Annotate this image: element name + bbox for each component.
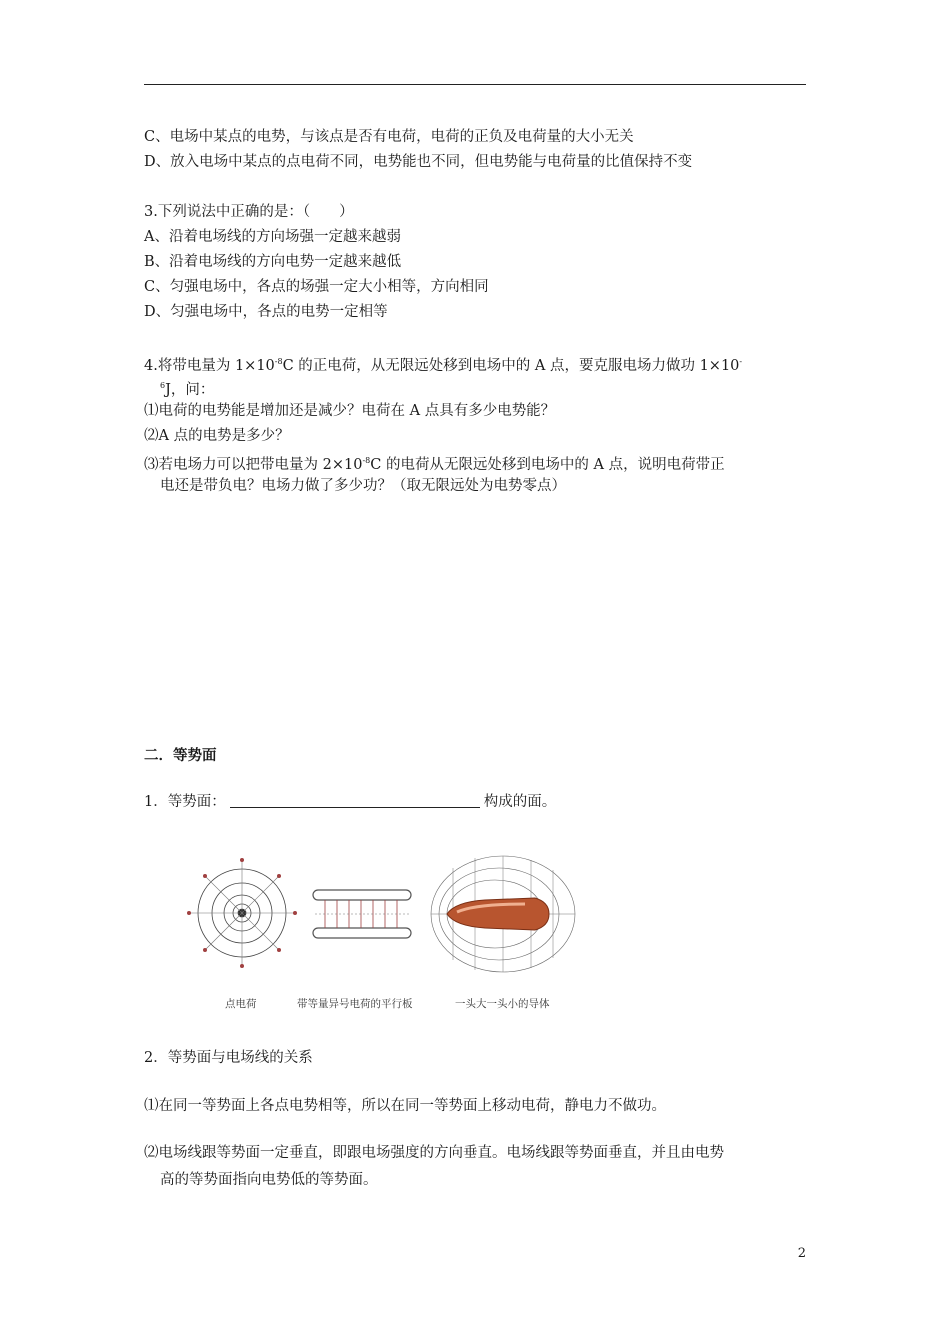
option-c: C、电场中某点的电势，与该点是否有电荷，电荷的正负及电荷量的大小无关 (144, 129, 634, 145)
q4-text-pre: 4.将带电量为 1×10 (144, 358, 275, 374)
fill-blank-question (144, 792, 556, 812)
relation-point-2-cont: 高的等势面指向电势低的等势面。 (160, 1172, 378, 1188)
q4-cont-exponent: 6 (160, 381, 166, 390)
q4-exponent-2: - (739, 357, 743, 366)
relation-heading: 2．等势面与电场线的关系 (144, 1050, 313, 1066)
q4-part-3 (144, 451, 725, 475)
equipotential-diagram (185, 846, 585, 1016)
question-4-cont (160, 376, 214, 400)
blank-post: 构成的面。 (483, 794, 557, 810)
q4-part-2: ⑵A 点的电势是多少？ (144, 428, 290, 444)
header-rule (144, 84, 806, 85)
q4-3-post: C 的电荷从无限远处移到电场中的 A 点，说明电荷带正 (370, 457, 725, 473)
q4-3-pre: ⑶若电场力可以把带电量为 2×10 (144, 457, 363, 473)
q4-3-exponent: -8 (362, 456, 371, 465)
q3-option-c: C、匀强电场中，各点的场强一定大小相等，方向相同 (144, 279, 489, 295)
question-4 (144, 352, 742, 376)
caption-parallel-plates: 带等量异号电荷的平行板 (297, 998, 413, 1010)
q4-part-1: ⑴电荷的电势能是增加还是减少？电荷在 A 点具有多少电势能？ (144, 403, 556, 419)
q3-option-a: A、沿着电场线的方向场强一定越来越弱 (144, 229, 401, 245)
q3-option-d: D、匀强电场中，各点的电势一定相等 (144, 304, 388, 320)
q4-exponent-1: -8 (274, 357, 283, 366)
caption-conductor: 一头大一头小的导体 (455, 998, 550, 1010)
option-d: D、放入电场中某点的点电荷不同，电势能也不同，但电势能与电荷量的比值保持不变 (144, 154, 693, 170)
q4-part-3-cont: 电还是带负电？电场力做了多少功？（取无限远处为电势零点） (160, 478, 566, 494)
page-number: 2 (797, 1246, 806, 1261)
question-3: 3.下列说法中正确的是：（ ） (144, 204, 354, 220)
q4-cont-text: J，问： (165, 382, 215, 398)
parallel-plates-diagram (313, 890, 411, 938)
caption-point-charge: 点电荷 (225, 998, 257, 1010)
relation-point-1: ⑴在同一等势面上各点电势相等，所以在同一等势面上移动电荷，静电力不做功。 (144, 1098, 666, 1114)
blank-pre: 1．等势面： (144, 794, 226, 810)
point-charge-diagram (187, 858, 297, 968)
q4-text-mid: C 的正电荷，从无限远处移到电场中的 A 点，要克服电场力做功 1×10 (282, 358, 740, 374)
section-heading: 二．等势面 (144, 748, 217, 764)
equipotential-figure (185, 846, 585, 1016)
conductor-diagram (431, 856, 575, 972)
answer-blank[interactable] (230, 793, 480, 808)
relation-point-2: ⑵电场线跟等势面一定垂直，即跟电场强度的方向垂直。电场线跟等势面垂直，并且由电势 (144, 1145, 724, 1161)
q3-option-b: B、沿着电场线的方向电势一定越来越低 (144, 254, 402, 270)
